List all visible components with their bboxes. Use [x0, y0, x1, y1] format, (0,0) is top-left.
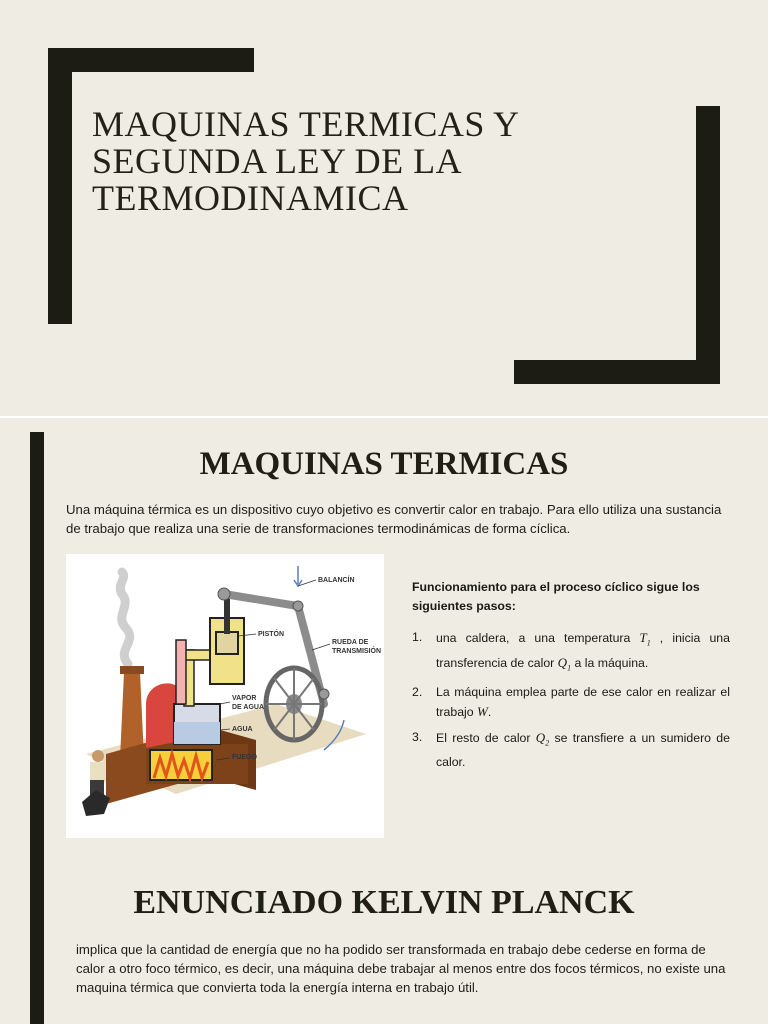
step-text: , inicia una transferencia de calor: [436, 631, 730, 670]
slide-title-line: SEGUNDA LEY DE LA: [92, 141, 463, 181]
step-number: 1.: [412, 630, 423, 644]
step-text: una caldera, a una temperatura: [436, 631, 640, 645]
variable-subscript: 2: [545, 738, 550, 748]
steam-engine-diagram: [66, 554, 384, 838]
frame-bracket-top-left-horizontal: [48, 48, 254, 72]
list-item: [412, 728, 730, 772]
intro-paragraph: Una máquina térmica es un dispositivo cuyo objetivo es convertir calor en trabajo. Para ello utiliza una sustancia de trabajo que realiza una serie de transformaciones termodinámicas de forma cíclica.: [66, 502, 722, 536]
step-number: 2.: [412, 685, 423, 700]
kelvin-planck-paragraph: implica que la cantidad de energía que no ha podido ser transformada en trabajo debe cederse en forma de calor a otro foco térmico, es decir, una máquina debe trabajar al menos entre dos focos térmicos, no existe una maquina térmica que convierta toda la energía interna en trabajo útil.: [76, 942, 726, 995]
step-text: El resto de calor: [436, 731, 536, 746]
variable-q1: [557, 654, 572, 673]
steps-intro: Funcionamiento para el proceso cíclico sigue los siguientes pasos:: [412, 580, 700, 613]
variable-q2: [535, 730, 550, 748]
frame-bracket-bottom-right-horizontal: [514, 360, 720, 384]
variable-w: W: [477, 704, 488, 720]
label-vapor-2: DE AGUA: [232, 704, 265, 711]
content-slide: [0, 418, 768, 1024]
variable-symbol: Q: [557, 654, 568, 670]
label-balancin: BALANCÍN: [318, 577, 355, 584]
variable-symbol: Q: [535, 730, 546, 746]
variable-t1: [639, 630, 651, 648]
section-heading-kelvin-planck: ENUNCIADO KELVIN PLANCK: [133, 884, 635, 921]
label-fuego: FUEGO: [232, 754, 257, 761]
variable-symbol: T: [639, 630, 647, 645]
slide-title-line: TERMODINAMICA: [92, 178, 409, 218]
variable-subscript: 1: [646, 638, 651, 648]
slide-title: [92, 106, 612, 217]
slide-title-line: MAQUINAS TERMICAS Y: [92, 104, 520, 144]
cycle-steps: [412, 578, 730, 778]
label-agua: AGUA: [232, 726, 253, 733]
list-item: [412, 628, 730, 677]
variable-subscript: 1: [567, 663, 572, 673]
accent-vertical-bar: [30, 432, 44, 1024]
step-text: se transfiere a un sumidero de calor.: [436, 731, 730, 769]
step-text: La máquina emplea parte de ese calor en realizar el trabajo: [436, 685, 730, 720]
list-item: [412, 683, 730, 722]
step-text: .: [487, 705, 492, 720]
step-text: a la máquina.: [571, 655, 649, 670]
steam-engine-illustration: [66, 554, 384, 838]
label-vapor-1: VAPOR: [232, 695, 257, 702]
label-rueda-2: TRANSMISIÓN: [332, 648, 381, 655]
step-number: 3.: [412, 730, 423, 745]
steps-list: [412, 628, 730, 772]
section-heading-maquinas: MAQUINAS TERMICAS: [199, 446, 569, 482]
label-piston: PISTÓN: [258, 631, 285, 638]
title-slide: [0, 0, 768, 416]
label-rueda-1: RUEDA DE: [332, 639, 369, 646]
frame-bracket-top-left-vertical: [48, 48, 72, 324]
frame-bracket-bottom-right-vertical: [696, 106, 720, 384]
